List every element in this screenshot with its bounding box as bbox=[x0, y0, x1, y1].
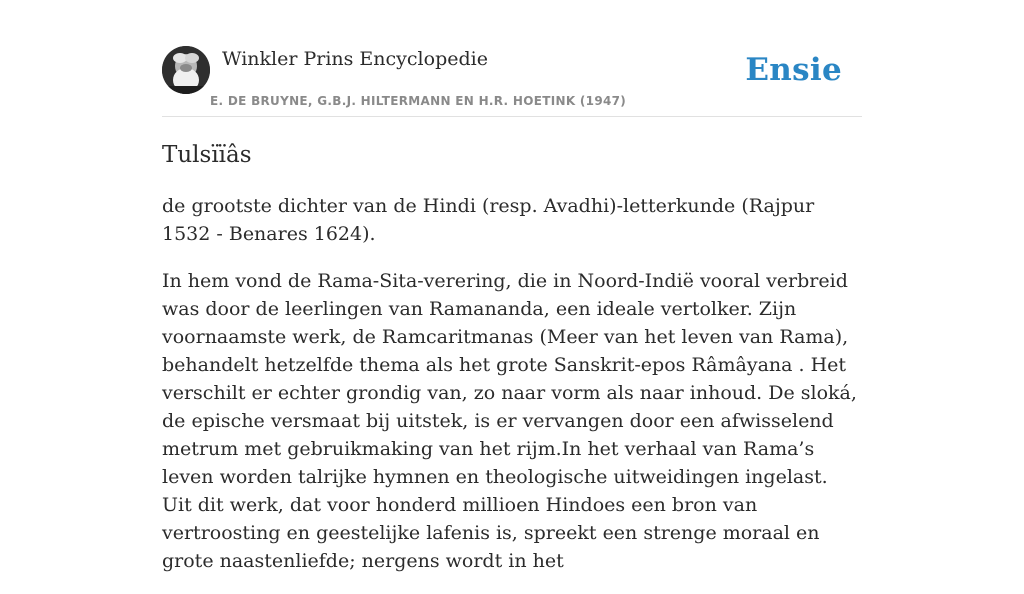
article-paragraph: de grootste dichter van de Hindi (resp. Avadhi)-letterkunde (Rajpur 1532 - Benares 1624). bbox=[162, 195, 815, 245]
source-authors: E. DE BRUYNE, G.B.J. HILTERMANN EN H.R. HOETINK (1947) bbox=[210, 94, 627, 108]
ensie-logo[interactable]: Ensie bbox=[745, 52, 842, 88]
source-header bbox=[162, 46, 862, 117]
article-body bbox=[162, 192, 862, 594]
source-title[interactable]: Winkler Prins Encyclopedie bbox=[222, 48, 488, 70]
author-avatar[interactable] bbox=[162, 46, 210, 94]
article-title: Tulsïïâs bbox=[162, 142, 252, 168]
article-paragraph: In hem vond de Rama-Sita-verering, die in Noord-Indië vooral verbreid was door de leerlingen van Ramananda, een ideale vertolker. Zijn voornaamste werk, de Ramcaritmanas (Meer van het leven van Rama), behandelt hetzelfde thema als het grote Sanskrit-epos Râmâyana . Het verschilt er echter grondig van, zo naar vorm als naar inhoud. De sloká, de epische versmaat bij uitstek, is er vervangen door een afwisselend metrum met gebruikmaking van het rijm.In het verhaal van Rama’s leven worden talrijke hymnen en theologische uitweidingen ingelast. Uit dit werk, dat voor honderd millioen Hindoes een bron van vertroosting en geestelijke lafenis is, spreekt een strenge moraal en grote naastenliefde; nergens wordt in het bbox=[162, 270, 857, 572]
